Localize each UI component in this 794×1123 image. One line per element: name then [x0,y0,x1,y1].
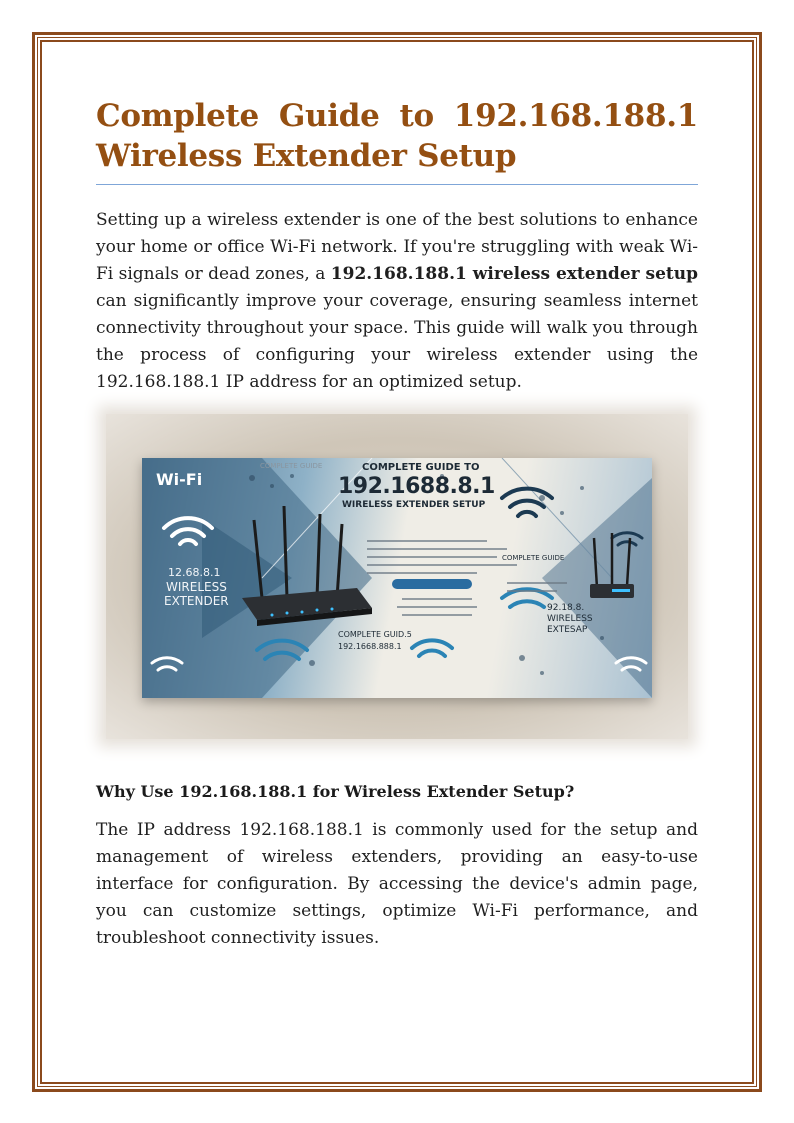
banner-bottom-ip: 192.1668.888.1 [338,642,402,651]
banner-headline-top: COMPLETE GUIDE TO [362,462,480,473]
banner-headline-sub: WIRELESS EXTENDER SETUP [342,500,486,510]
banner-right-wireless: WIRELESS [547,614,593,624]
section-heading: Why Use 192.168.188.1 for Wireless Extender Setup? [96,782,575,801]
intro-text-start: Setting up a wireless extender is one of the best solutions to enhance your home or office Wi-Fi network. If you're struggling with weak Wi-Fi signals or dead zones, a [96,210,698,284]
banner-right-extender: EXTESAP [547,625,588,635]
wifi-icon [412,640,452,656]
banner-image-frame [106,414,688,739]
banner-left-wireless: WIRELESS [166,580,227,594]
wifi-icon [502,489,552,516]
banner-right-caption: COMPLETE GUIDE [502,554,565,562]
wireless-extender-banner [142,458,652,698]
intro-text-end: can significantly improve your coverage, ensuring seamless internet connectivity throughout your space. This guide will walk you through the process of configuring your wireless extender using the 192.168.188.1 IP address for an optimized setup. [96,291,698,392]
banner-small-caption: COMPLETE GUIDE [260,462,323,470]
banner-headline-ip: 192.1688.8.1 [338,474,495,499]
banner-wifi-label: Wi-Fi [156,470,203,489]
banner-right-ip: 92.18.8. [547,603,585,613]
banner-left-ip: 12.68.8.1 [168,566,221,579]
banner-left-extender: EXTENDER [164,594,229,608]
document-content [96,96,698,952]
intro-bold-phrase: 192.168.188.1 wireless extender setup [330,264,699,284]
page-title: Complete Guide to 192.168.188.1 Wireless Extender Setup [96,96,698,185]
section-paragraph: The IP address 192.168.188.1 is commonly used for the setup and management of wireless extenders, providing an easy-to-use interface for configuration. By accessing the device's admin page, you can customize settings, optimize Wi-Fi performance, and troubleshoot connectivity issues. [96,820,698,948]
banner-bottom-caption: COMPLETE GUID.5 [338,630,412,639]
intro-paragraph [96,207,698,396]
cta-pill [392,579,472,589]
